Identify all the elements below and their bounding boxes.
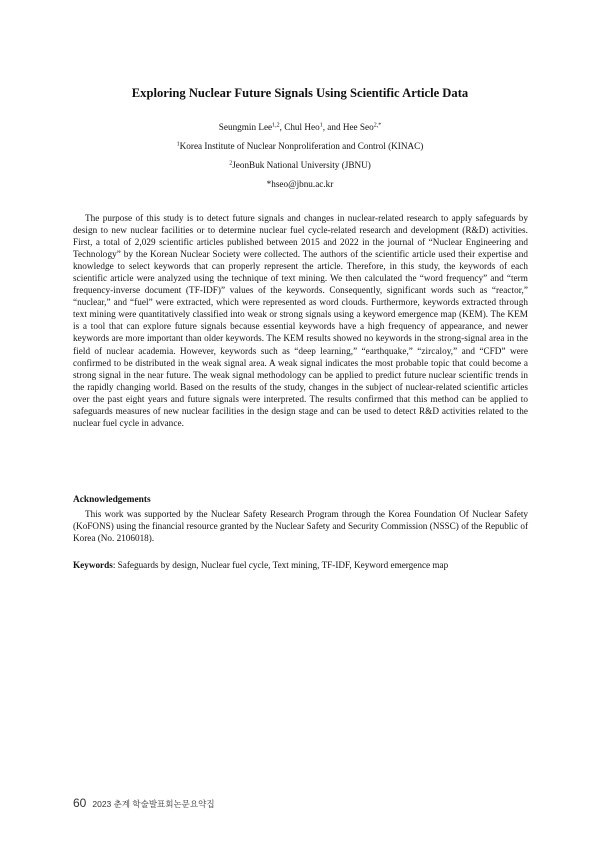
page-footer	[73, 794, 215, 812]
affiliation-line	[0, 141, 600, 151]
author-name: Seungmin Lee	[218, 122, 273, 132]
acknowledgements-paragraph: This work was supported by the Nuclear Safety Research Program through the Korea Foundation Of Nuclear Safety (KoFONS) using the financial resource granted by the Nuclear Safety and Security Commission (NSSC) of the Republic of Korea (No. 2106018).	[73, 509, 528, 544]
affiliation-marker: 1	[319, 122, 323, 129]
keywords-separator: :	[112, 560, 118, 570]
author-line	[0, 122, 600, 132]
affiliation-line	[0, 160, 600, 170]
keywords-line	[73, 559, 528, 571]
keywords-list: Safeguards by design, Nuclear fuel cycle, Text mining, TF-IDF, Keyword emergence map	[117, 560, 449, 570]
affiliation-text: Korea Institute of Nuclear Nonproliferation and Control (KINAC)	[179, 141, 424, 151]
corresponding-email: *hseo@jbnu.ac.kr	[266, 179, 334, 189]
author-name: Chul Heo	[284, 122, 320, 132]
page-number: 60	[73, 796, 87, 810]
affiliation-marker: 1	[176, 141, 180, 148]
author-separator: , and	[322, 122, 343, 132]
affiliation-marker: 2	[229, 160, 233, 167]
acknowledgements-heading: Acknowledgements	[73, 495, 151, 505]
proceedings-name: 2023 춘계 학술발표회논문요약집	[92, 799, 215, 809]
affiliation-marker: 1,2	[272, 122, 280, 129]
keywords-label: Keywords	[73, 560, 113, 570]
author-name: Hee Seo	[342, 122, 374, 132]
abstract-paragraph: The purpose of this study is to detect future signals and changes in nuclear-related research to apply safeguards by design to new nuclear facilities or to determine nuclear fuel cycle-related research and development (R&D) activities. First, a total of 2,029 scientific articles published between 2015 and 2022 in the journal of “Nuclear Engineering and Technology” by the Korean Nuclear Society were collected. The authors of the scientific article used their expertise and knowledge to select keywords that can properly represent the article. Therefore, in this study, the keywords of each scientific article were analyzed using the technique of text mining. We then calculated the “word frequency” and “term frequency-inverse document (TF-IDF)” values of the keywords. Consequently, significant words such as “reactor,” “nuclear,” and “fuel” were extracted, which were represented as word clouds. Furthermore, keywords extracted through text mining were quantitatively classified into weak or strong signals using a keyword emergence map (KEM). The KEM is a tool that can explore future signals because essential keywords have a high frequency of appearance, and newer keywords are more important than older keywords. The KEM results showed no keywords in the strong-signal area in the field of nuclear academia. However, keywords such as “deep learning,” “earthquake,” “zircaloy,” and “CFD” were confirmed to be distributed in the weak signal area. A weak signal indicates the most probable topic that could become a strong signal in the near future. The weak signal methodology can be applied to predict future nuclear scientific trends in the rapidly changing world. Based on the results of the study, changes in the subject of nuclear-related scientific articles over the past eight years and future signals were interpreted. The results confirmed that this method can be applied to safeguards measures of new nuclear facilities in the design stage and can be used to detect R&D activities related to the nuclear fuel cycle in advance.	[73, 213, 528, 428]
paper-title: Exploring Nuclear Future Signals Using Scientific Article Data	[131, 86, 469, 100]
affiliation-marker: 2,*	[373, 122, 382, 129]
affiliation-text: JeonBuk National University (JBNU)	[232, 160, 371, 170]
author-separator: ,	[279, 122, 285, 132]
